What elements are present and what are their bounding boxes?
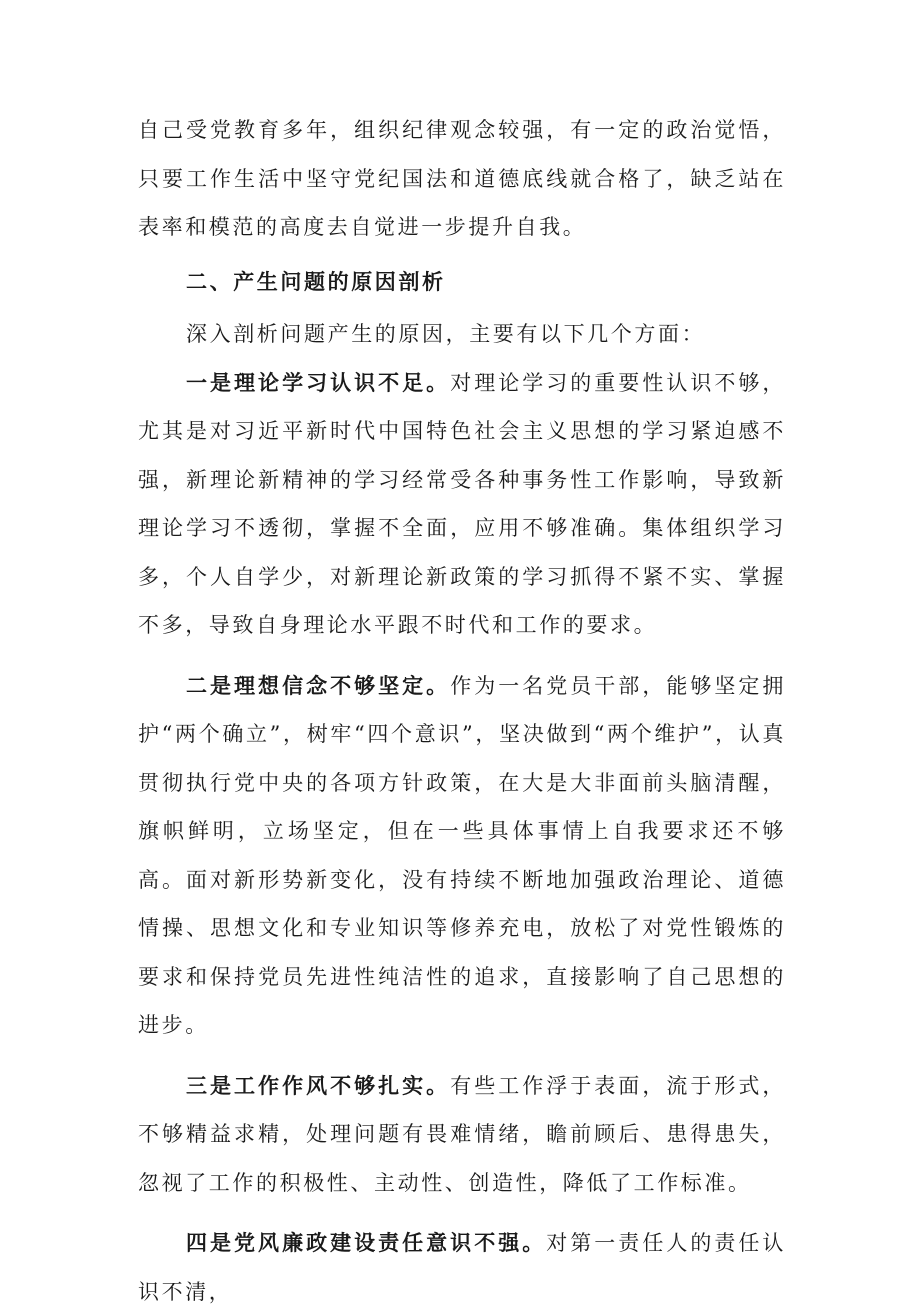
reason-text: 对第一责任人的责任认识不清， — [138, 1231, 786, 1304]
reason-lead: 二是理想信念不够坚定。 — [186, 672, 451, 698]
paragraph-self-reflection — [138, 106, 786, 252]
section-heading — [138, 258, 786, 307]
reason-text: 作为一名党员干部，能够坚定拥护“两个确立”，树牢“四个意识”，坚决做到“两个维护”，认真贯彻执行党中央的各项方针政策，在大是大非面前头脑清醒，旗帜鲜明，立场坚定，但在一些具体事情上自我要求还不够高。面对新形势新变化，没有持续不断地加强政治理论、道德情操、思想文化和专业知识等修养充电，放松了对党性锻炼的要求和保持党员先进性纯洁性的追求，直接影响了自己思想的进步。 — [138, 673, 786, 1037]
reason-lead: 三是工作作风不够扎实。 — [186, 1072, 451, 1098]
reason-text: 对理论学习的重要性认识不够，尤其是对习近平新时代中国特色社会主义思想的学习紧迫感不强，新理论新精神的学习经常受各种事务性工作影响，导致新理论学习不透彻，掌握不全面，应用不够准确。集体组织学习多，个人自学少，对新理论新政策的学习抓得不紧不实、掌握不多，导致自身理论水平跟不时代和工作的要求。 — [138, 370, 786, 637]
paragraph-reason-2 — [138, 662, 786, 1050]
reason-lead: 一是理论学习认识不足。 — [186, 369, 451, 395]
heading-text: 二、产生问题的原因剖析 — [186, 268, 446, 294]
reason-text: 有些工作浮于表面，流于形式，不够精益求精，处理问题有畏难情绪，瞻前顾后、患得患失，忽视了工作的积极性、主动性、创造性，降低了工作标准。 — [138, 1073, 786, 1195]
paragraph-reason-1 — [138, 359, 786, 650]
paragraph-text: 自己受党教育多年，组织纪律观念较强，有一定的政治觉悟，只要工作生活中坚守党纪国法和道德底线就合格了，缺乏站在表率和模范的高度去自觉进一步提升自我。 — [138, 118, 786, 239]
document-page — [138, 106, 786, 1316]
paragraph-reason-4 — [138, 1219, 786, 1316]
paragraph-reason-3 — [138, 1062, 786, 1208]
paragraph-intro — [138, 310, 786, 359]
reason-lead: 四是党风廉政建设责任意识不强。 — [186, 1230, 547, 1255]
paragraph-text: 深入剖析问题产生的原因，主要有以下几个方面： — [186, 322, 706, 346]
